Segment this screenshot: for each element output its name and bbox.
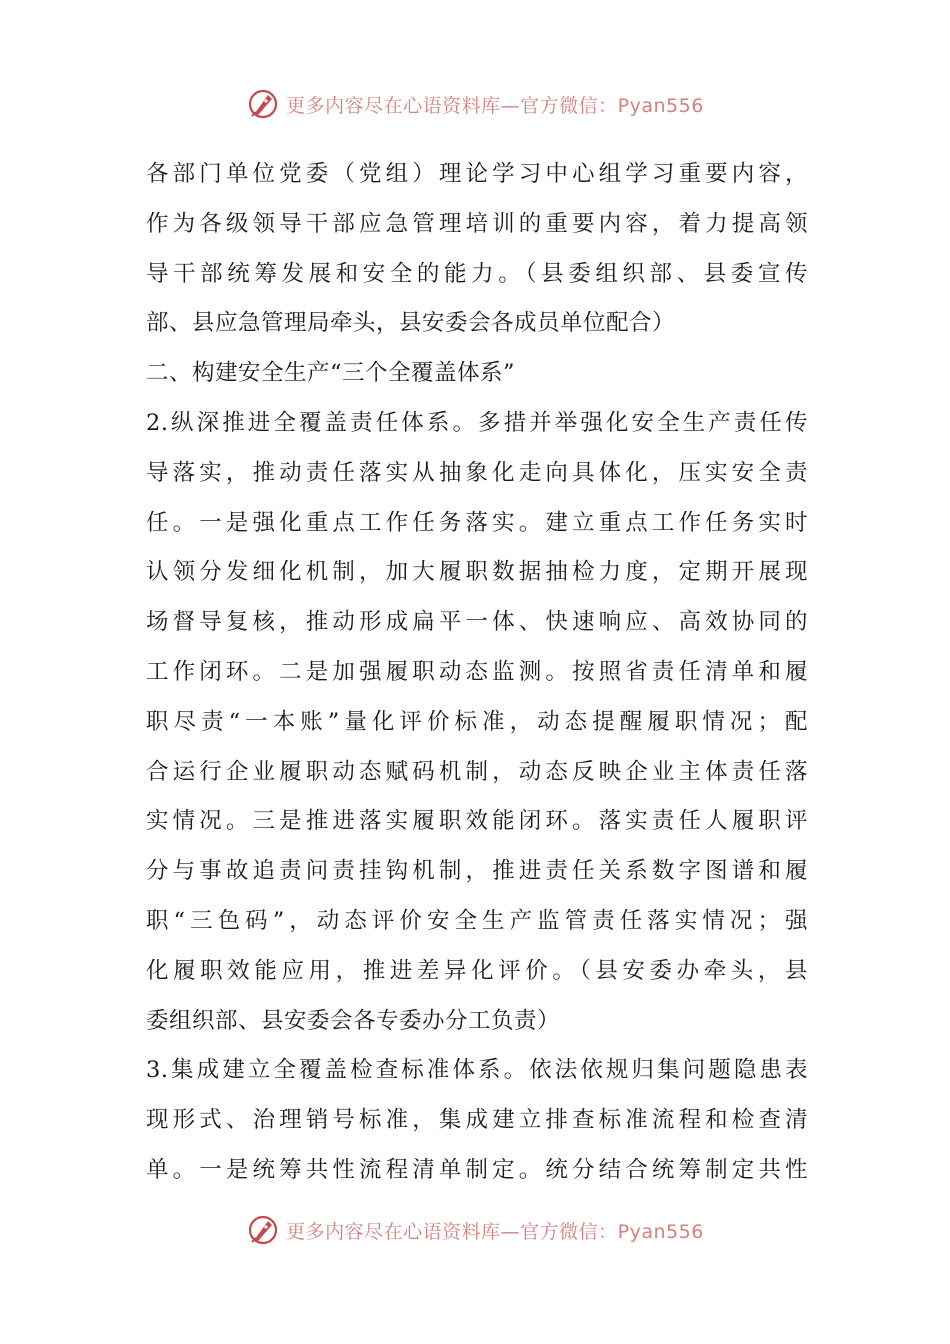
section-heading: 二、构建安全生产“三个全覆盖体系” [146, 360, 516, 387]
header-banner-text: 更多内容尽在心语资料库—官方微信：Pyan556 [286, 94, 704, 117]
document-body [146, 150, 808, 1196]
body-line: 委组织部、县安委会各专委办分工负责） [146, 1007, 561, 1034]
body-line: 场督导复核，推动形成扁平一体、快速响应、高效协同的 [146, 609, 808, 636]
pen-nib-logo-icon [246, 1213, 280, 1247]
body-line: 认领分发细化机制，加大履职数据抽检力度，定期开展现 [146, 559, 808, 586]
body-line: 任。一是强化重点工作任务落实。建立重点工作任务实时 [146, 509, 808, 536]
body-line: 部、县应急管理局牵头，县安委会各成员单位配合） [146, 310, 676, 337]
body-line: 导落实，推动责任落实从抽象化走向具体化，压实安全责 [146, 459, 808, 486]
body-line: 合运行企业履职动态赋码机制，动态反映企业主体责任落 [146, 758, 808, 785]
body-line: 现形式、治理销号标准，集成建立排查标准流程和检查清 [146, 1107, 808, 1134]
body-line: 职“三色码”，动态评价安全生产监管责任落实情况；强 [146, 907, 808, 934]
body-line: 分与事故追责问责挂钩机制，推进责任关系数字图谱和履 [146, 858, 808, 885]
footer-banner-text: 更多内容尽在心语资料库—官方微信：Pyan556 [286, 1220, 704, 1243]
body-line: 化履职效能应用，推进差异化评价。（县安委办牵头，县 [146, 957, 808, 984]
body-line: 各部门单位党委（党组）理论学习中心组学习重要内容， [146, 161, 808, 187]
body-line: 3.集成建立全覆盖检查标准体系。依法依规归集问题隐患表 [146, 1057, 808, 1084]
body-line: 职尽责“一本账”量化评价标准，动态提醒履职情况；配 [146, 708, 808, 735]
footer-banner [0, 1210, 950, 1250]
body-line: 单。一是统筹共性流程清单制定。统分结合统筹制定共性 [146, 1156, 808, 1183]
body-line: 2.纵深推进全覆盖责任体系。多措并举强化安全生产责任传 [146, 409, 808, 436]
pen-nib-logo-icon [246, 87, 280, 121]
body-line: 导干部统筹发展和安全的能力。（县委组织部、县委宣传 [146, 260, 808, 287]
body-line: 实情况。三是推进落实履职效能闭环。落实责任人履职评 [146, 808, 808, 835]
body-line: 作为各级领导干部应急管理培训的重要内容，着力提高领 [146, 210, 808, 237]
body-line: 工作闭环。二是加强履职动态监测。按照省责任清单和履 [146, 658, 808, 685]
header-banner [0, 84, 950, 124]
